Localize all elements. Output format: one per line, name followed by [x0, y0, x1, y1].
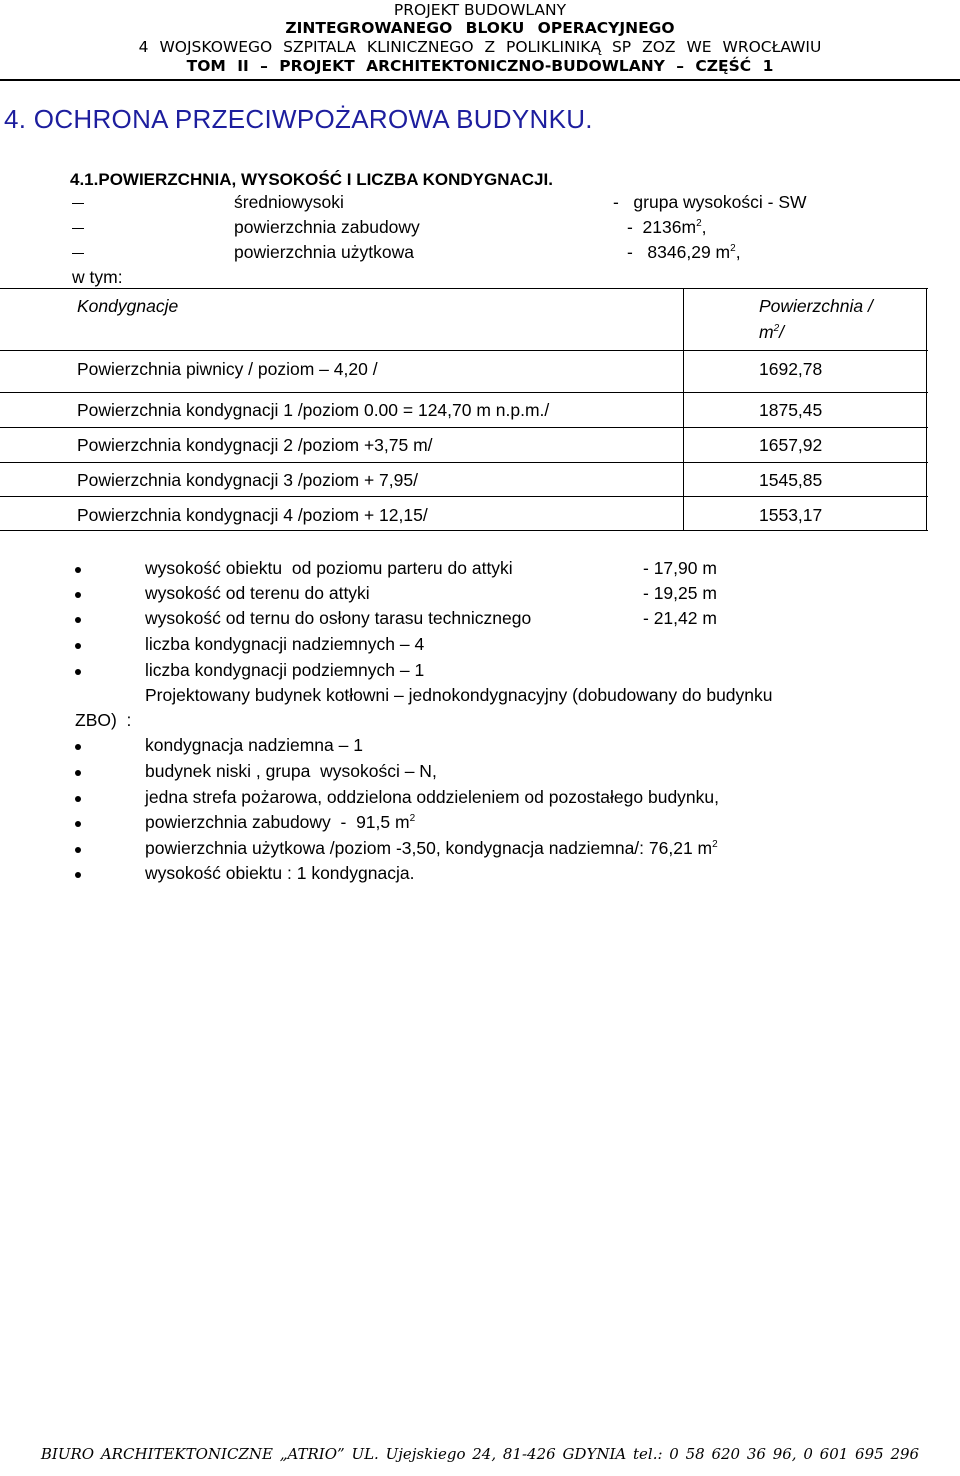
dash-marker [72, 253, 84, 254]
table-row-value: 1545,85 [759, 470, 823, 490]
list-item-text: liczba kondygnacji nadziemnych – 4 [145, 634, 425, 654]
list-item-text: wysokość od terenu do attyki [145, 583, 370, 603]
table-header-area-unit: $m^2/$ [759, 322, 785, 342]
bullet-dot-icon [75, 770, 81, 776]
section-title: 4. OCHRONA PRZECIWPOŻAROWA BUDYNKU. [4, 104, 593, 134]
list-item-text: wysokość od ternu do osłony tarasu technicznego [145, 608, 532, 628]
table-row-divider [0, 462, 928, 463]
bullet-dot-icon [75, 847, 81, 853]
table-row-label: Powierzchnia piwnicy / poziom – 4,20 / [77, 359, 378, 379]
list-item-text: powierzchnia użytkowa /poziom -3,50, kondygnacja nadziemna/: 76,21 $m^2$ [145, 838, 718, 858]
bullet-dot-icon [75, 744, 81, 750]
bullet-dot-icon [75, 567, 81, 573]
bullet-dot-icon [75, 796, 81, 802]
table-border-top [0, 288, 928, 289]
header-rule [0, 79, 960, 81]
boiler-room-paragraph-cont: ZBO) : [75, 710, 132, 730]
table-row-label: Powierzchnia kondygnacji 2 /poziom +3,75 m/ [77, 435, 433, 455]
header-volume: TOM II – PROJEKT ARCHITEKTONICZNO-BUDOWLANY – CZĘŚĆ 1 [186, 57, 774, 75]
table-row-label: Powierzchnia kondygnacji 4 /poziom + 12,15/ [77, 505, 428, 525]
dash-item-label: powierzchnia użytkowa [234, 242, 414, 262]
list-item-text: jedna strefa pożarowa, oddzielona oddzieleniem od pozostałego budynku, [145, 787, 720, 807]
list-item-text: kondygnacja nadziemna – 1 [145, 735, 363, 755]
bullet-dot-icon [75, 617, 81, 623]
list-item-text: wysokość obiektu od poziomu parteru do attyki [145, 558, 513, 578]
table-header-floors: Kondygnacje [77, 296, 179, 316]
dash-item-label: powierzchnia zabudowy [234, 217, 420, 237]
list-item-text: powierzchnia zabudowy - 91,5 $m^2$ [145, 812, 416, 832]
table-row-value: 1657,92 [759, 435, 823, 455]
dash-marker [72, 203, 84, 204]
table-row-value: 1875,45 [759, 400, 823, 420]
bullet-dot-icon [75, 643, 81, 649]
boiler-room-paragraph: Projektowany budynek kotłowni – jednokondygnacyjny (dobudowany do budynku [145, 685, 773, 705]
list-item-value: - 17,90 m [643, 558, 717, 578]
table-row-value: 1553,17 [759, 505, 823, 525]
table-row-divider [0, 392, 928, 393]
list-item-text: wysokość obiektu : 1 kondygnacja. [145, 863, 415, 883]
dash-item-value: - 8346,29 $m^2$, [627, 242, 741, 262]
dash-item-value: - grupa wysokości - SW [613, 192, 807, 212]
table-row-value: 1692,78 [759, 359, 823, 379]
table-col-divider [683, 288, 684, 531]
header-project-type: PROJEKT BUDOWLANY [393, 1, 567, 19]
list-item-value: - 21,42 m [643, 608, 717, 628]
bullet-dot-icon [75, 872, 81, 878]
w-tym-label: w tym: [72, 267, 123, 287]
table-border-bottom [0, 530, 928, 531]
bullet-dot-icon [75, 592, 81, 598]
header-hospital: 4 WOJSKOWEGO SZPITALA KLINICZNEGO Z POLIKLINIKĄ SP ZOZ WE WROCŁAWIU [138, 38, 822, 56]
table-right-border [926, 288, 927, 531]
subsection-title: 4.1.POWIERZCHNIA, WYSOKOŚĆ I LICZBA KONDYGNACJI. [70, 170, 553, 189]
table-row-label: Powierzchnia kondygnacji 1 /poziom 0.00 = 124,70 m n.p.m./ [77, 400, 550, 420]
dash-item-label: średniowysoki [234, 192, 344, 212]
area-table [0, 288, 928, 531]
dash-item-value: - $2136m^2$, [627, 217, 707, 237]
header-project-name: ZINTEGROWANEGO BLOKU OPERACYJNEGO [285, 19, 675, 37]
list-item-value: - 19,25 m [643, 583, 717, 603]
bullet-dot-icon [75, 821, 81, 827]
table-row-divider [0, 427, 928, 428]
bullet-dot-icon [75, 669, 81, 675]
page-footer: BIURO ARCHITEKTONICZNE „ATRIO” UL. Ujejskiego 24, 81-426 GDYNIA tel.: 0 58 620 36 96, 0 601 695 296 [40, 1445, 920, 1463]
list-item-text: liczba kondygnacji podziemnych – 1 [145, 660, 425, 680]
table-row-divider [0, 496, 928, 497]
list-item-text: budynek niski , grupa wysokości – N, [145, 761, 437, 781]
table-row-divider [0, 350, 928, 351]
dash-marker [72, 228, 84, 229]
table-header-area: Powierzchnia / [759, 296, 873, 316]
table-row-label: Powierzchnia kondygnacji 3 /poziom + 7,95/ [77, 470, 418, 490]
